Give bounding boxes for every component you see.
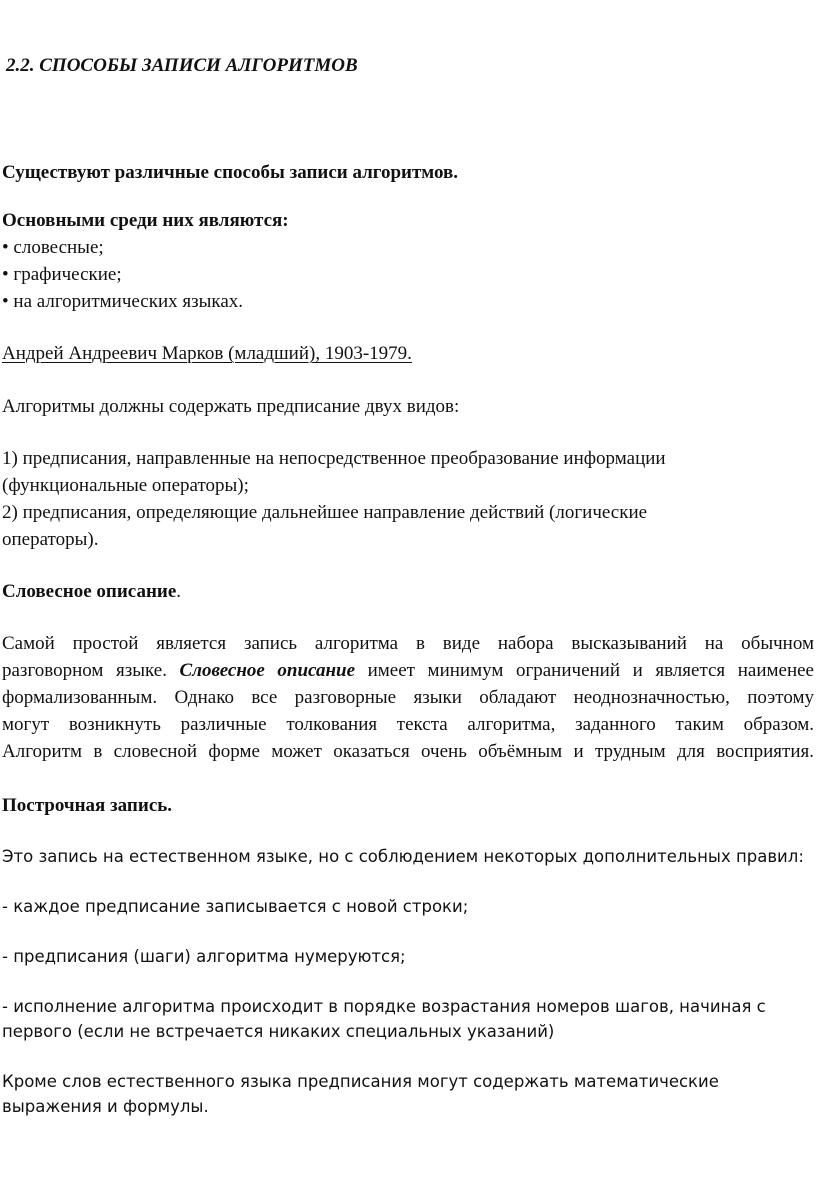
verbal-line-start: разговорном языке. (2, 660, 180, 681)
verbal-line-end: имеет минимум ограничений и является наименее (355, 660, 814, 681)
method-item: • графические; (2, 264, 122, 285)
page-title: 2.2. СПОСОБЫ ЗАПИСИ АЛГОРИТМОВ (6, 55, 358, 76)
author-line: Андрей Андреевич Марков (младший), 1903-1979. (2, 343, 412, 364)
linewise-rule: - каждое предписание записывается с новой строки; (2, 897, 469, 916)
method-item: • словесные; (2, 237, 104, 258)
closing-line: Кроме слов естественного языка предписания могут содержать математические (2, 1072, 719, 1091)
verbal-paragraph-line: Самой простой является запись алгоритма в виде набора высказываний на обычном (2, 633, 814, 654)
prescription-line: 1) предписания, направленные на непосредственное преобразование информации (2, 448, 666, 469)
linewise-rule: первого (если не встречается никаких специальных указаний) (2, 1022, 555, 1041)
prescription-intro: Алгоритмы должны содержать предписание двух видов: (2, 396, 460, 417)
intro-heading: Существуют различные способы записи алгоритмов. (2, 162, 459, 183)
verbal-paragraph-line (2, 661, 814, 680)
linewise-rule: - исполнение алгоритма происходит в порядке возрастания номеров шагов, начиная с (2, 997, 766, 1016)
method-item: • на алгоритмических языках. (2, 291, 243, 312)
linewise-intro: Это запись на естественном языке, но с соблюдением некоторых дополнительных правил: (2, 847, 804, 866)
prescription-line: 2) предписания, определяющие дальнейшее направление действий (логические (2, 502, 648, 523)
linewise-rule: - предписания (шаги) алгоритма нумеруются; (2, 947, 406, 966)
verbal-paragraph-line: формализованным. Однако все разговорные языки обладают неоднозначностью, поэтому (2, 687, 814, 708)
verbal-section-heading (2, 582, 181, 601)
verbal-paragraph-line: Алгоритм в словесной форме может оказаться очень объёмным и трудным для восприятия. (2, 741, 814, 762)
closing-line: выражения и формулы. (2, 1097, 209, 1116)
linewise-heading: Построчная запись. (2, 795, 173, 816)
verbal-heading-text: Словесное описание (2, 581, 177, 602)
main-heading: Основными среди них являются: (2, 210, 289, 231)
prescription-line: (функциональные операторы); (2, 475, 249, 496)
verbal-heading-dot: . (176, 581, 182, 602)
prescription-line: операторы). (2, 529, 99, 550)
verbal-paragraph-line: могут возникнуть различные толкования текста алгоритма, заданного таким образом. (2, 714, 814, 735)
verbal-emphasis: Словесное описание (179, 660, 356, 681)
